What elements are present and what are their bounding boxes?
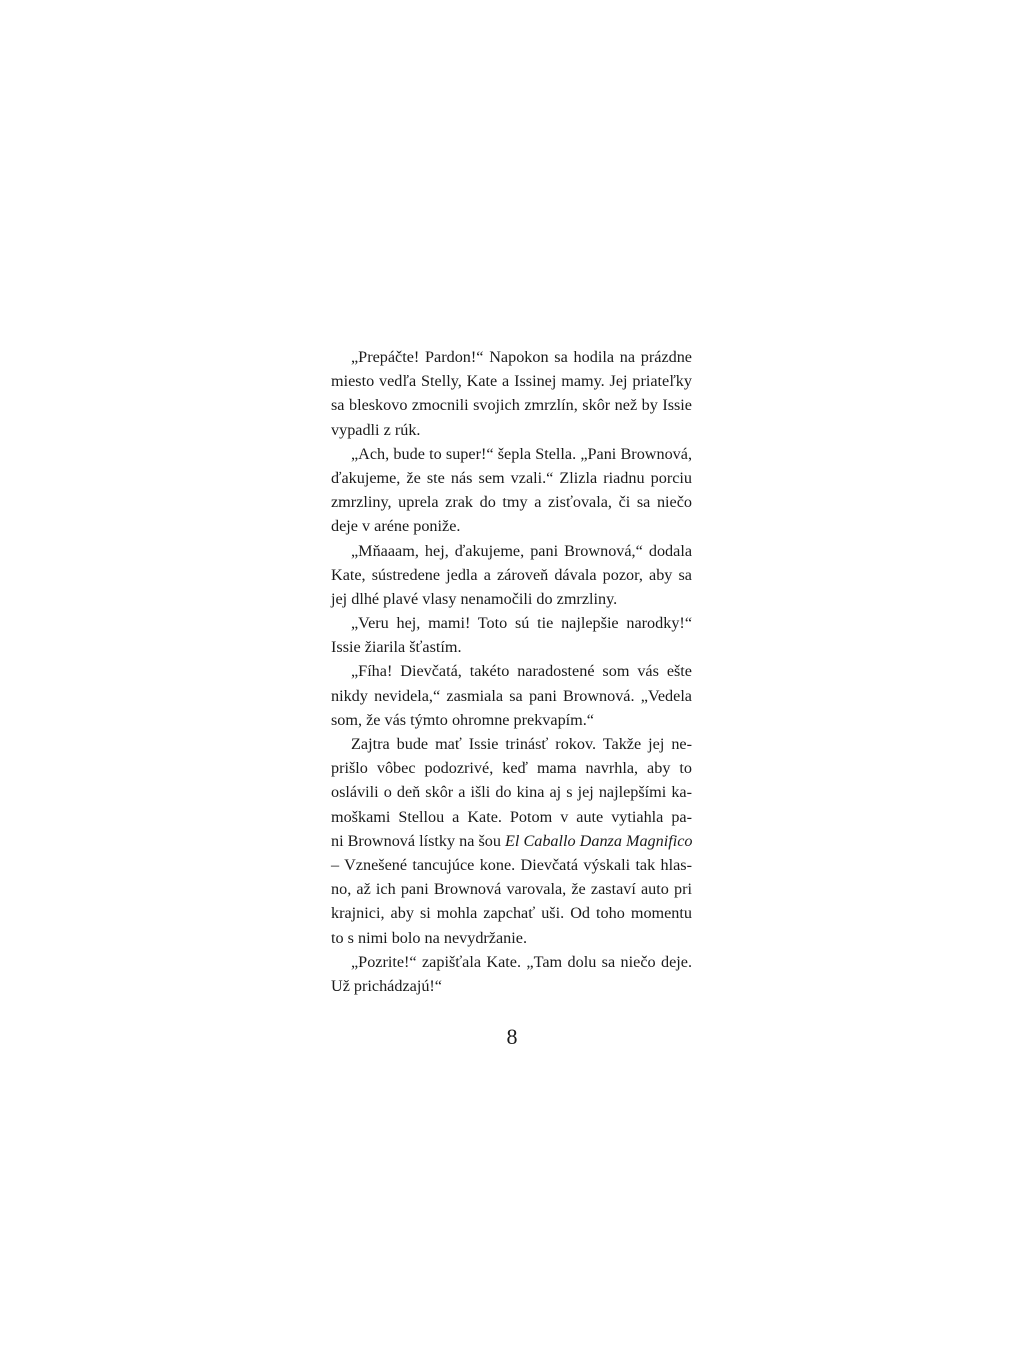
- text-line: oslávili o deň skôr a išli do kina aj s jej najlepšími ka-: [331, 783, 692, 802]
- page-number: 8: [506, 1024, 518, 1049]
- text-line: krajnici, aby si mohla zapchať uši. Od toho momentu: [331, 904, 692, 923]
- text-line: jej dlhé plavé vlasy nenamočili do zmrzliny.: [331, 589, 618, 608]
- text-line: „Pozrite!“ zapišťala Kate. „Tam dolu sa niečo deje.: [351, 952, 692, 971]
- text-line: no, až ich pani Brownová varovala, že zastaví auto pri: [331, 880, 692, 899]
- text-line: – Vznešené tancujúce kone. Dievčatá výskali tak hlas-: [331, 855, 692, 874]
- text-line: „Fíha! Dievčatá, takéto naradostené som vás ešte: [351, 662, 692, 681]
- text-line: sa bleskovo zmocnili svojich zmrzlín, skôr než by Issie: [331, 396, 692, 415]
- paragraph: [331, 732, 692, 950]
- paragraph: [331, 539, 692, 612]
- text-line: deje v aréne poniže.: [331, 517, 461, 536]
- text-line: ďakujeme, že ste nás sem vzali.“ Zlizla riadnu porciu: [331, 468, 692, 487]
- text-line: zmrzliny, uprela zrak do tmy a zisťovala, či sa niečo: [331, 493, 692, 512]
- text-line: nikdy nevidela,“ zasmiala sa pani Brownová. „Vedela: [331, 686, 692, 705]
- text-line: „Veru hej, mami! Toto sú tie najlepšie narodky!“: [351, 614, 692, 633]
- text-line: [331, 829, 692, 853]
- body-text: [331, 345, 692, 998]
- text-line: Už prichádzajú!“: [331, 976, 442, 995]
- text-line: „Mňaaam, hej, ďakujeme, pani Brownová,“ dodala: [351, 541, 692, 560]
- paragraph: [331, 442, 692, 539]
- text-line: vypadli z rúk.: [331, 420, 421, 439]
- paragraph: [331, 950, 692, 998]
- show-title: El Caballo Danza Magnifico: [505, 831, 693, 850]
- text-line: prišlo vôbec podozrivé, keď mama navrhla, aby to: [331, 759, 692, 778]
- text-line: „Ach, bude to super!“ šepla Stella. „Pani Brownová,: [351, 444, 692, 463]
- text-line: miesto vedľa Stelly, Kate a Issinej mamy. Jej priateľky: [331, 372, 692, 391]
- paragraph: [331, 345, 692, 442]
- text-line: som, že vás týmto ohromne prekvapím.“: [331, 710, 594, 729]
- text-line: Issie žiarila šťastím.: [331, 638, 462, 657]
- paragraph: [331, 659, 692, 732]
- paragraph: [331, 611, 692, 659]
- text-line-part: ni Brownová lístky na šou: [331, 831, 501, 850]
- text-line: „Prepáčte! Pardon!“ Napokon sa hodila na prázdne: [351, 348, 692, 366]
- text-line: Kate, sústredene jedla a zároveň dávala pozor, aby sa: [331, 565, 692, 584]
- text-line: to s nimi bolo na nevydržanie.: [331, 928, 528, 947]
- text-line: Zajtra bude mať Issie trinásť rokov. Takže jej ne-: [351, 735, 692, 753]
- text-line: moškami Stellou a Kate. Potom v aute vytiahla pa-: [331, 807, 692, 826]
